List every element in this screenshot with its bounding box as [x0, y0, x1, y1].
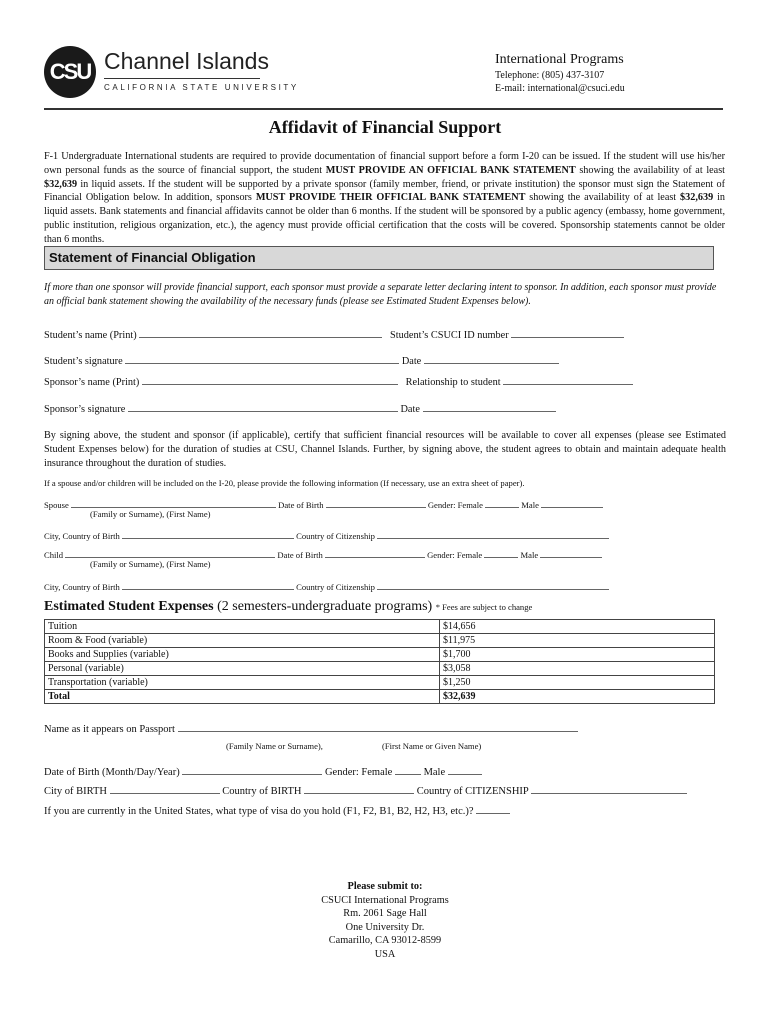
- student-name-field[interactable]: [139, 327, 382, 338]
- child-citizenship-field[interactable]: [377, 579, 609, 590]
- passport-first-hint: (First Name or Given Name): [382, 741, 482, 751]
- table-row: Tuition $14,656: [45, 620, 715, 634]
- child-row: Child Date of Birth Gender: Female Male: [44, 547, 602, 560]
- passport-citizenship-field[interactable]: [531, 783, 687, 794]
- header-divider: [44, 108, 723, 110]
- submit-line: Camarillo, CA 93012-8599: [328, 935, 442, 946]
- visa-type-field[interactable]: [476, 803, 510, 814]
- spouse-birth-row: City, Country of Birth Country of Citizenship: [44, 528, 609, 541]
- table-row-total: Total $32,639: [45, 690, 715, 704]
- brand-divider: [104, 78, 260, 79]
- sponsor-note: If more than one sponsor will provide financial support, each sponsor must provide a separate letter declaring intent to sponsor. In addition, each sponsor must provide an official bank statement showing the availability of the necessary funds (please see Estimated Student Expenses below).: [44, 282, 717, 307]
- logo-mark: CSU: [49, 59, 91, 84]
- table-row: Transportation (variable) $1,250: [45, 676, 715, 690]
- brand-subtitle: CALIFORNIA STATE UNIVERSITY: [104, 83, 299, 92]
- child-birth-row: City, Country of Birth Country of Citizenship: [44, 579, 609, 592]
- sponsor-date-field[interactable]: [423, 401, 556, 412]
- passport-city-field[interactable]: [110, 783, 220, 794]
- passport-family-hint: (Family Name or Surname),: [226, 741, 323, 751]
- submit-line: One University Dr.: [345, 921, 425, 933]
- passport-birth-row: City of BIRTH Country of BIRTH Country of CITIZENSHIP: [44, 783, 687, 797]
- submit-address: [0, 880, 770, 961]
- relationship-field[interactable]: [503, 374, 633, 385]
- passport-dob-field[interactable]: [182, 764, 322, 775]
- sponsor-signature-row: Sponsor’s signature Date: [44, 401, 556, 415]
- student-id-field[interactable]: [511, 327, 624, 338]
- submit-heading: Please submit to:: [347, 881, 423, 892]
- student-signature-row: Student’s signature Date: [44, 353, 559, 367]
- visa-row: If you are currently in the United States, what type of visa do you hold (F1, F2, B1, B2, H2, H3, etc.)?: [44, 803, 510, 817]
- passport-female-field[interactable]: [395, 764, 421, 775]
- sponsor-name-row: Sponsor’s name (Print) Relationship to student: [44, 374, 633, 388]
- child-city-field[interactable]: [122, 579, 294, 590]
- spouse-citizenship-field[interactable]: [377, 528, 609, 539]
- student-signature-field[interactable]: [125, 353, 399, 364]
- child-name-field[interactable]: [65, 547, 275, 558]
- intro-paragraph: F-1 Undergraduate International students are required to provide documentation of financial support before a form I-20 can be issued. If the student will use his/her own personal funds as the source of financial support, the student MUST PROVIDE AN OFFICIAL BANK STATEMENT showing the availability of at least $32,639 in liquid assets. If the student will be supported by a private sponsor (family member, friend, or private institution) the sponsor must sign the Statement of Financial Obligation below. In addition, sponsors MUST PROVIDE THEIR OFFICIAL BANK STATEMENT showing the availability of at least $32,639 in liquid assets. Bank statements and financial affidavits cannot be older than 6 months. If the student will be sponsored by a public agency (embassy, home government, public institution, religious organization, etc.), the agency must provide official certification that the costs will be covered. Sponsorship statements cannot be older than 6 months.: [44, 151, 725, 245]
- sponsor-signature-field[interactable]: [128, 401, 398, 412]
- certification-text: By signing above, the student and sponsor (if applicable), certify that sufficient financial resources will be available to cover all expenses (please see Estimated Student Expenses below) for the duration of studies at CSU, Channel Islands. Further, by signing above, the student agrees to obtain and maintain adequate health insurance throughout the duration of studies.: [44, 430, 726, 469]
- csu-logo: [44, 46, 96, 98]
- passport-male-field[interactable]: [448, 764, 482, 775]
- spouse-name-hint: (Family or Surname), (First Name): [90, 509, 211, 519]
- passport-country-field[interactable]: [304, 783, 414, 794]
- expenses-table: [44, 619, 715, 704]
- office-telephone: Telephone: (805) 437-3107: [495, 70, 605, 81]
- child-female-field[interactable]: [484, 547, 518, 558]
- spouse-name-field[interactable]: [71, 497, 276, 508]
- dependents-note: If a spouse and/or children will be included on the I-20, please provide the following information (If necessary, use an extra sheet of paper).: [44, 478, 525, 488]
- table-row: Books and Supplies (variable) $1,700: [45, 648, 715, 662]
- student-date-field[interactable]: [424, 353, 559, 364]
- section-heading: Statement of Financial Obligation: [44, 246, 714, 270]
- submit-line: CSUCI International Programs: [321, 894, 449, 906]
- passport-name-row: Name as it appears on Passport: [44, 721, 578, 735]
- sponsor-name-field[interactable]: [142, 374, 398, 385]
- student-name-row: Student’s name (Print) Student’s CSUCI ID number: [44, 327, 624, 341]
- brand-name: Channel Islands: [104, 48, 269, 74]
- expenses-heading: Estimated Student Expenses (2 semesters-undergraduate programs) * Fees are subject to change: [44, 599, 533, 614]
- child-dob-field[interactable]: [325, 547, 425, 558]
- passport-dob-row: Date of Birth (Month/Day/Year) Gender: Female Male: [44, 764, 482, 778]
- spouse-female-field[interactable]: [485, 497, 519, 508]
- table-row: Personal (variable) $3,058: [45, 662, 715, 676]
- child-male-field[interactable]: [540, 547, 602, 558]
- spouse-dob-field[interactable]: [326, 497, 426, 508]
- office-email: E-mail: international@csuci.edu: [495, 83, 625, 94]
- spouse-row: Spouse Date of Birth Gender: Female Male: [44, 497, 603, 510]
- spouse-male-field[interactable]: [541, 497, 603, 508]
- submit-line: USA: [374, 948, 396, 960]
- passport-name-field[interactable]: [178, 721, 578, 732]
- spouse-city-field[interactable]: [122, 528, 294, 539]
- page-title: Affidavit of Financial Support: [268, 117, 502, 137]
- table-row: Room & Food (variable) $11,975: [45, 634, 715, 648]
- submit-line: Rm. 2061 Sage Hall: [343, 908, 427, 919]
- office-name: International Programs: [495, 52, 624, 67]
- child-name-hint: (Family or Surname), (First Name): [90, 559, 211, 569]
